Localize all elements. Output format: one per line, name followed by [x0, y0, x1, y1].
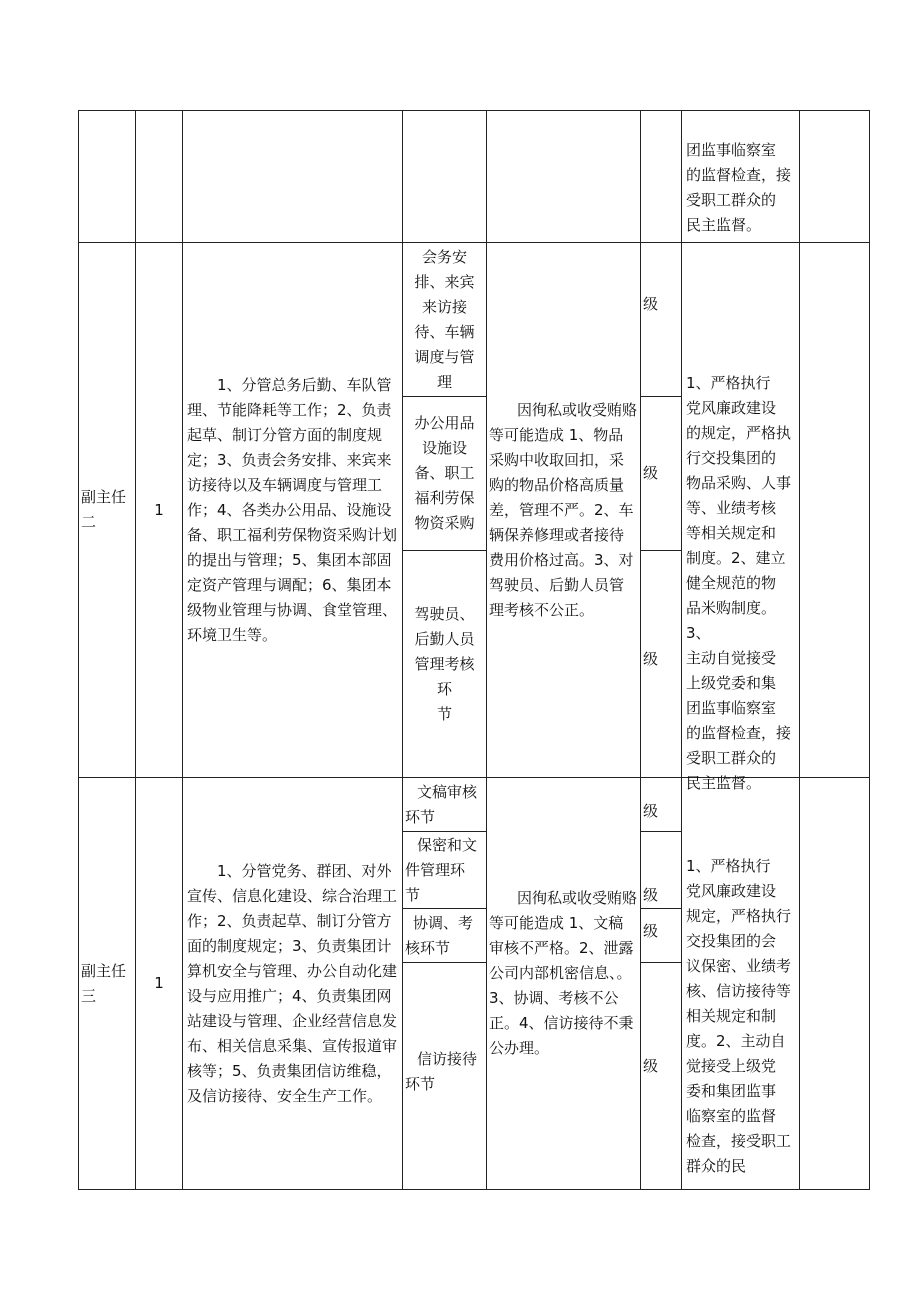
row2-remark-cell — [800, 778, 870, 1190]
row2-level-3-cell — [641, 909, 682, 963]
row1-remark-cell — [800, 243, 870, 778]
row2-risk: 因徇私或收受贿赂等可能造成 1、文稿审核不严格。2、泄露公司内部机密信息、。3、协调、考核不公正。4、信访接待不秉公办理。 — [489, 889, 638, 1057]
row1-level-2: 级 — [643, 464, 659, 482]
row0-link-cell — [403, 111, 487, 243]
row1-link-3: 驾驶员、 后勤人员 管理考核 环 节 — [414, 604, 475, 723]
row0-position-cell — [79, 111, 136, 243]
row2-risk-cell — [487, 778, 641, 1190]
row2-link-1: 文稿审核 环节 — [405, 782, 478, 826]
row1-link-1-cell — [403, 243, 487, 397]
row1-link-2-cell — [403, 397, 487, 551]
row2-level-2: 级 — [643, 885, 659, 904]
row1-level-1: 级 — [643, 295, 659, 313]
row2-measures-cell — [682, 778, 800, 1190]
row2-position: 副主任 三 — [81, 961, 127, 1005]
row2-link-3-cell — [403, 909, 487, 963]
row0-remark-cell — [800, 111, 870, 243]
row2-level-4: 级 — [643, 1056, 659, 1075]
row1-level-2-cell — [641, 397, 682, 551]
row0-count-cell — [136, 111, 183, 243]
row1-count-cell — [136, 243, 183, 778]
row2-duties: 1、分管党务、群团、对外宣传、信息化建设、综合治理工作；2、负责起草、制订分管方面的制度规定；3、负责集团计算机安全与管理、办公自动化建设与应用推广；4、负责集团网站建设与管理、企业经营信息发布、相关信息采集、宣传报道审核等；5、负责集团信访维稳，及信访接待、安全生产工作。 — [187, 861, 398, 1105]
row1-measures-cell — [682, 243, 800, 792]
row2-level-2-cell — [641, 832, 682, 909]
row1-link-2: 办公用品 设施设 备、职工 福利劳保 物资采购 — [414, 414, 475, 532]
row0-risk-cell — [487, 111, 641, 243]
row1-duties-cell — [183, 243, 403, 778]
row1-risk-cell — [487, 243, 641, 778]
row2-level-3: 级 — [643, 922, 659, 940]
row1-count: 1 — [154, 500, 164, 519]
row2-duties-cell — [183, 778, 403, 1190]
row1-position: 副主任 二 — [81, 488, 127, 531]
row2-link-4-cell — [403, 963, 487, 1190]
row2-link-4: 信访接待 环节 — [405, 1050, 478, 1093]
row0-level-cell — [641, 111, 682, 243]
row2-link-2: 保密和文 件管理环 节 — [405, 835, 478, 904]
row0-measures-cell — [682, 111, 800, 243]
row1-risk: 因徇私或收受贿赂等可能造成 1、物品采购中收取回扣，采购的物品价格高质量差，管理不严。2、车辆保养修理或者接待费用价格过高。3、对驾驶员、后勤人员管理考核不公正。 — [489, 400, 638, 619]
row2-level-1: 级 — [643, 802, 659, 820]
row2-link-2-cell — [403, 832, 487, 909]
row1-link-1: 会务安 排、来宾 来访接 待、车辆 调度与管 理 — [414, 247, 475, 391]
row1-measures: 1、严格执行 党风廉政建设 的规定，严格执 行交投集团的 物品采购、人事 等、业绩考核 等相关规定和 制度。2、建立 健全规范的物 品米购制度。3、 主动自觉接受 上级党委和集 团监事临察室 的监督检查，接 受职工群众的 民主监督。 — [686, 374, 792, 792]
row1-level-1-cell — [641, 243, 682, 397]
row2-count: 1 — [154, 974, 164, 992]
row1-link-3-cell — [403, 551, 487, 778]
row1-position-cell — [79, 243, 136, 778]
row1-duties: 1、分管总务后勤、车队管理、节能降耗等工作；2、负责起草、制订分管方面的制度规定；3、负责会务安排、来宾来访接待以及车辆调度与管理工作；4、各类办公用品、设施设备、职工福利劳保物资采购计划的提出与管理；5、集团本部固定资产管理与调配；6、集团本级物业管理与协调、食堂管理、环境卫生等。 — [187, 375, 398, 644]
duty-risk-table — [78, 110, 870, 1190]
row2-position-cell — [79, 778, 136, 1190]
row2-link-3: 协调、考 核环节 — [405, 913, 474, 957]
row1-level-3-cell — [641, 551, 682, 778]
row2-link-1-cell — [403, 778, 487, 832]
row0-measures: 团监事临察室 的监督检查，接 受职工群众的 民主监督。 — [686, 141, 792, 234]
row2-count-cell — [136, 778, 183, 1190]
row2-measures: 1、严格执行 党风廉政建设 规定，严格执行 交投集团的会 议保密、业绩考 核、信访接待等 相关规定和制 度。2、主动自 觉接受上级党 委和集团监事 临察室的监督 检查，接受职工 群众的民 — [686, 857, 792, 1175]
row1-level-3: 级 — [643, 649, 659, 668]
row2-level-4-cell — [641, 963, 682, 1190]
row2-level-1-cell — [641, 778, 682, 832]
row0-duties-cell — [183, 111, 403, 243]
